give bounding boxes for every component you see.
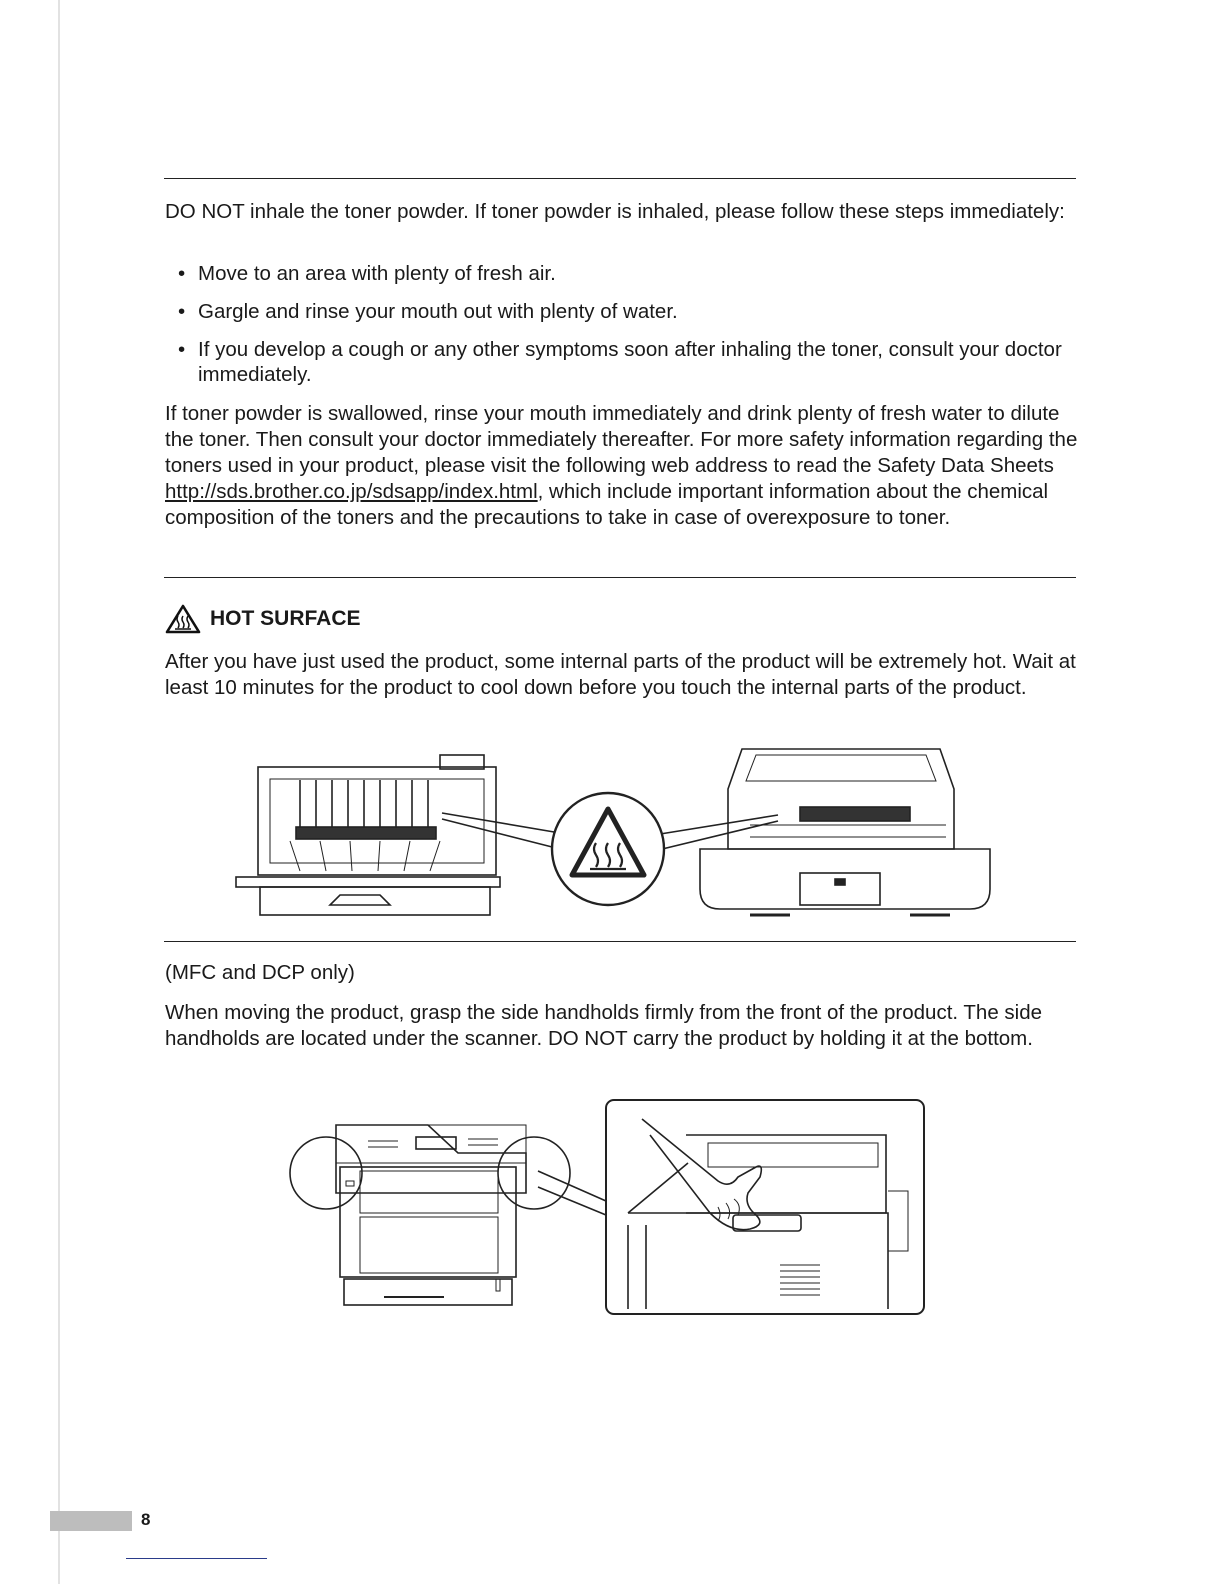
section-divider — [164, 941, 1076, 942]
page-number: 8 — [141, 1510, 151, 1529]
moving-body: When moving the product, grasp the side handholds firmly from the front of the product. The side handholds are located under the scanner. DO NOT carry the product by holding it at the bottom. — [165, 1001, 1043, 1050]
handhold-illustration — [288, 1095, 933, 1320]
section-divider — [164, 178, 1076, 179]
hot-surface-heading — [165, 604, 361, 634]
toner-bullet-list — [178, 261, 1078, 400]
toner-intro: DO NOT inhale the toner powder. If toner powder is inhaled, please follow these steps immediately: — [165, 200, 1065, 223]
hot-surface-body: After you have just used the product, some internal parts of the product will be extremely hot. Wait at least 10 minutes for the product to cool down before you touch the internal parts of the product. — [165, 650, 1076, 699]
list-item: • Gargle and rinse your mouth out with plenty of water. — [178, 300, 678, 323]
footer-line — [126, 1558, 267, 1559]
sds-link[interactable]: http://sds.brother.co.jp/sdsapp/index.html — [165, 480, 538, 503]
toner-swallowed-paragraph: If toner powder is swallowed, rinse your mouth immediately and drink plenty of fresh water to dilute the toner. Then consult your doctor immediately thereafter. For more safety information regarding the toners used in your product, please visit the following web address to read the Safety Data Sheets http://sds.brother.co.jp/sdsapp/index.html, which include important information about the chemical composition of the toners and the precautions to take in case of overexposure to toner. — [165, 402, 1078, 529]
page-number-tab — [50, 1511, 132, 1531]
section-divider — [164, 577, 1076, 578]
list-item: • If you develop a cough or any other symptoms soon after inhaling the toner, consult your doctor immediately. — [178, 338, 1062, 386]
list-item: • Move to an area with plenty of fresh air. — [178, 262, 556, 285]
scan-edge — [58, 0, 60, 1584]
hot-surface-illustration — [230, 745, 1000, 925]
hot-surface-title: HOT SURFACE — [210, 607, 361, 630]
moving-scope-note: (MFC and DCP only) — [165, 961, 355, 984]
hot-surface-warning-icon — [165, 604, 201, 634]
